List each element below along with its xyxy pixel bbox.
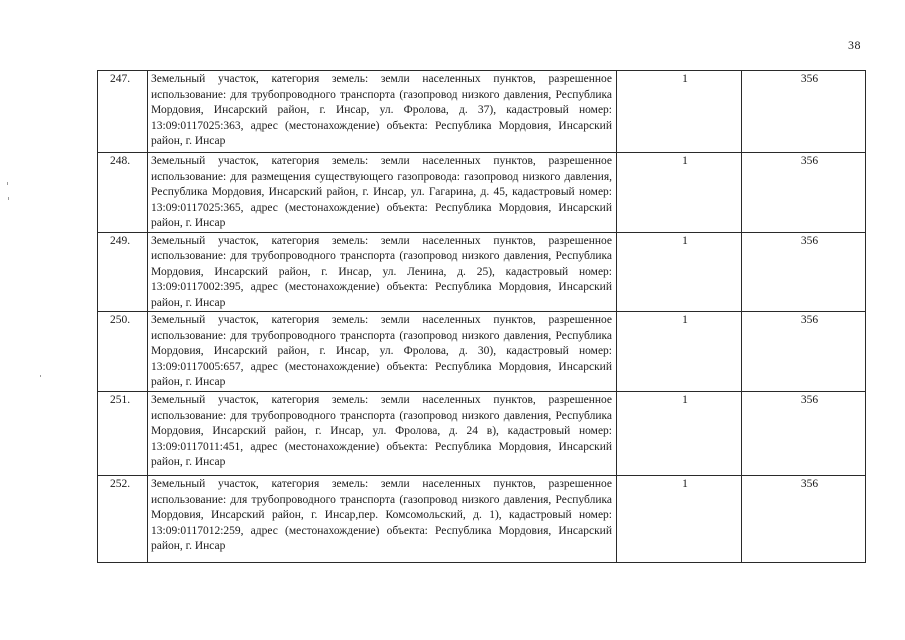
row-value-cell — [742, 71, 866, 153]
row-quantity-cell — [617, 312, 742, 392]
row-description: Земельный участок, категория земель: земли населенных пунктов, разрешенное использование: для трубопроводного транспорта (газопровод низкого давления, Республика Мордовия, Инсарский район, г. Инсар,пер. Комсомольский, д. 1), кадастровый номер: 13:09:0117012:259, адрес (местонахождение) объекта: Республика Мордовия, Инсарский район, г. Инсар — [148, 476, 617, 563]
row-value-cell — [742, 153, 866, 233]
table-row — [98, 392, 866, 476]
row-number: 250. — [98, 312, 148, 392]
row-value-cell — [742, 232, 866, 312]
row-value: 356 — [800, 478, 819, 490]
table-row — [98, 153, 866, 233]
row-quantity-cell — [617, 476, 742, 563]
row-quantity-cell — [617, 392, 742, 476]
table-row — [98, 232, 866, 312]
property-table — [97, 70, 866, 563]
row-quantity: 1 — [682, 155, 688, 167]
table-row — [98, 71, 866, 153]
scan-speck — [40, 375, 41, 377]
row-quantity: 1 — [682, 478, 688, 490]
row-number: 252. — [98, 476, 148, 563]
row-value: 356 — [800, 314, 819, 326]
row-value-cell — [742, 392, 866, 476]
row-quantity: 1 — [682, 234, 688, 247]
row-value-cell — [742, 476, 866, 563]
row-number: 248. — [98, 153, 148, 233]
row-quantity: 1 — [682, 73, 688, 85]
scan-speck — [8, 197, 9, 200]
row-number: 249. — [98, 232, 148, 312]
row-description: Земельный участок, категория земель: земли населенных пунктов, разрешенное использование: для трубопроводного транспорта (газопровод низкого давления, Республика Мордовия, Инсарский район, г. Инсар, ул. Фролова, д. 24 в), кадастровый номер: 13:09:0117011:451, адрес (местонахождение) объекта: Республика Мордовия, Инсарский район, г. Инсар — [148, 392, 617, 476]
row-quantity-cell — [617, 153, 742, 233]
row-quantity-cell — [617, 71, 742, 153]
row-description: Земельный участок, категория земель: земли населенных пунктов, разрешенное использование: для трубопроводного транспорта (газопровод низкого давления, Республика Мордовия, Инсарский район, г. Инсар, ул. Фролова, д. 37), кадастровый номер: 13:09:0117025:363, адрес (местонахождение) объекта: Республика Мордовия, Инсарский район, г. Инсар — [148, 71, 617, 153]
row-value: 356 — [800, 155, 819, 167]
row-description: Земельный участок, категория земель: земли населенных пунктов, разрешенное использование: для трубопроводного транспорта (газопровод низкого давления, Республика Мордовия, Инсарский район, г. Инсар, ул. Фролова, д. 30), кадастровый номер: 13:09:0117005:657, адрес (местонахождение) объекта: Республика Мордовия, Инсарский район, г. Инсар — [148, 312, 617, 392]
row-quantity-cell — [617, 232, 742, 312]
row-value: 356 — [800, 73, 819, 85]
scan-speck — [7, 182, 8, 185]
table-row — [98, 312, 866, 392]
row-description: Земельный участок, категория земель: земли населенных пунктов, разрешенное использование: для размещения существующего газопровода: газопровод низкого давления, Республика Мордовия, Инсарский район, г. Инсар, ул. Гагарина, д. 45, кадастровый номер: 13:09:0117025:365, адрес (местонахождение) объекта: Республика Мордовия, Инсарский район, г. Инсар — [148, 153, 617, 233]
row-value-cell — [742, 312, 866, 392]
page-number: 38 — [848, 38, 861, 52]
row-number: 247. — [98, 71, 148, 153]
row-quantity: 1 — [682, 394, 688, 406]
row-quantity: 1 — [682, 314, 688, 326]
row-description: Земельный участок, категория земель: земли населенных пунктов, разрешенное использование: для трубопроводного транспорта (газопровод низкого давления, Республика Мордовия, Инсарский район, г. Инсар, ул. Ленина, д. 25), кадастровый номер: 13:09:0117002:395, адрес (местонахождение) объекта: Республика Мордовия, Инсарский район, г. Инсар — [148, 232, 617, 312]
row-value: 356 — [800, 394, 819, 406]
table-row — [98, 476, 866, 563]
row-value: 356 — [800, 234, 819, 247]
row-number: 251. — [98, 392, 148, 476]
